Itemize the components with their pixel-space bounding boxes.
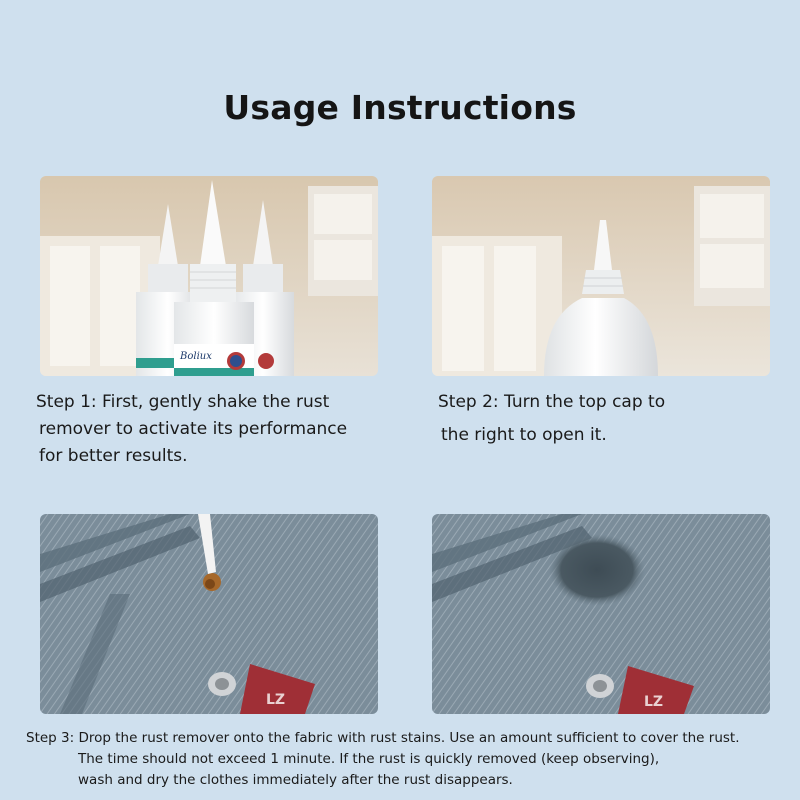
page-title: Usage Instructions xyxy=(223,88,577,127)
step-3-caption xyxy=(26,728,786,791)
step-3-line: Step 3: Drop the rust remover onto the fabric with rust stains. Use an amount sufficient to cover the rust. xyxy=(26,730,740,746)
step-3-line: The time should not exceed 1 minute. If the rust is quickly removed (keep observing), xyxy=(78,751,660,767)
step-3-line: wash and dry the clothes immediately after the rust disappears. xyxy=(78,772,513,788)
step-3-treated-stain-image xyxy=(432,514,770,714)
step-2-line: Step 2: Turn the top cap to xyxy=(438,392,666,412)
step-1-line: Step 1: First, gently shake the rust xyxy=(36,392,330,412)
svg-text:LZ: LZ xyxy=(266,692,286,708)
step-2-caption xyxy=(438,389,778,449)
step-1-bottles-image xyxy=(40,176,378,376)
step-1-caption xyxy=(36,389,396,470)
step-1-line: for better results. xyxy=(39,446,188,466)
step-1-line: remover to activate its performance xyxy=(39,419,348,439)
step-2-bottle-cap-image xyxy=(432,176,770,376)
svg-text:LZ: LZ xyxy=(644,694,664,710)
svg-text:Boliux: Boliux xyxy=(180,351,212,362)
step-2-line: the right to open it. xyxy=(441,425,607,445)
step-3-rust-stain-image xyxy=(40,514,378,714)
